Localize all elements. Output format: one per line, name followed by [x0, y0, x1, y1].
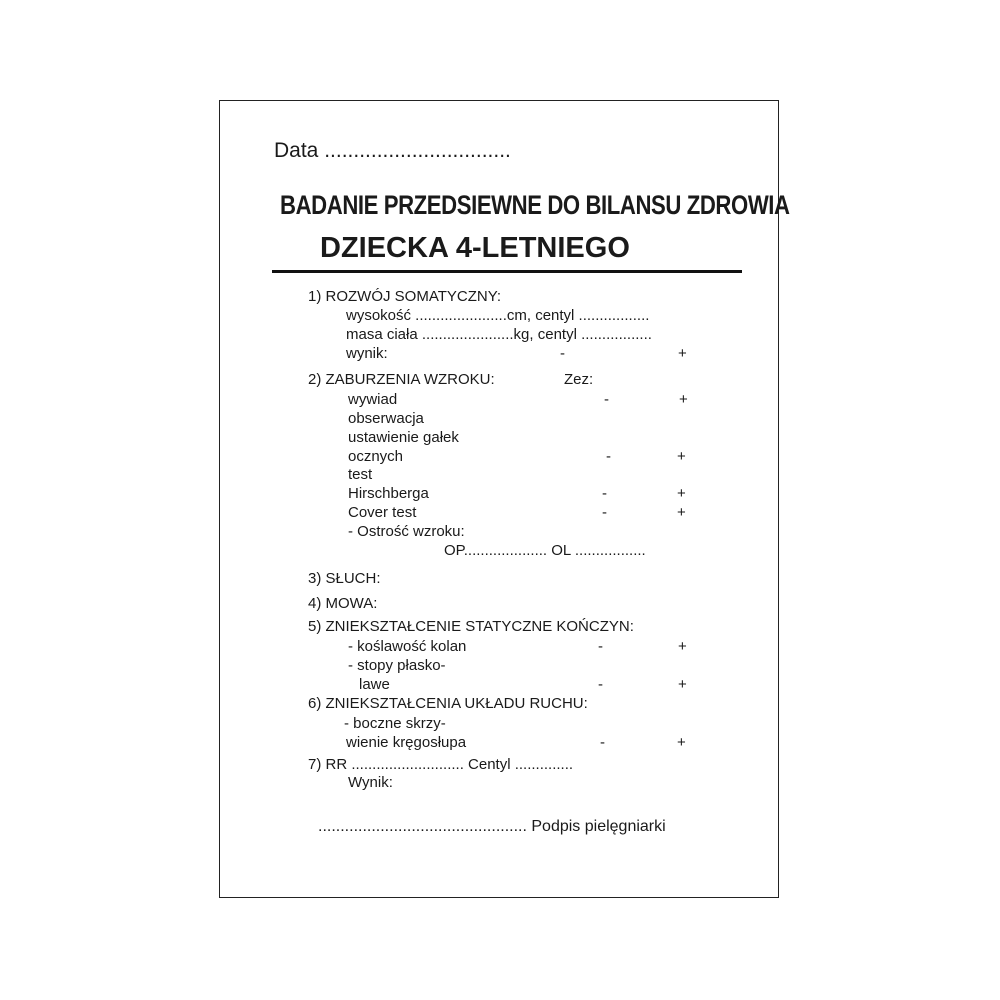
ocznych-label: ocznych [348, 448, 404, 465]
hirschberga-plus: + [677, 485, 686, 502]
op-ol-field: OP.................... OL ................. [444, 542, 646, 559]
stopy-label-1: - stopy płasko- [348, 657, 446, 674]
form-sheet [219, 100, 790, 898]
form-title-line1: BADANIE PRZEDSIEWNE DO BILANSU ZDROWIA [280, 190, 790, 220]
section-6-heading: 6) ZNIEKSZTAŁCENIA UKŁADU RUCHU: [308, 695, 588, 712]
section-1-heading: 1) ROZWÓJ SOMATYCZNY: [308, 288, 502, 305]
section-2-heading: 2) ZABURZENIA WZROKU: [308, 371, 495, 388]
koslawosc-plus: + [678, 638, 687, 655]
stopy-minus: - [598, 676, 603, 693]
title-underline [272, 270, 742, 273]
form-title-line2: DZIECKA 4-LETNIEGO [320, 232, 630, 264]
rr-field: 7) RR ........................... Centyl .............. [308, 756, 574, 773]
test-label: test [348, 466, 373, 483]
wywiad-label: wywiad [348, 391, 398, 408]
section-4-heading: 4) MOWA: [308, 595, 378, 612]
signature-line: ............................................... Podpis pielęgniarki [318, 818, 666, 835]
hirschberga-label: Hirschberga [348, 485, 429, 502]
wywiad-minus: - [604, 391, 609, 408]
hirschberga-minus: - [602, 485, 607, 502]
ostrosc-label: - Ostrość wzroku: [348, 523, 465, 540]
koslawosc-label: - koślawość kolan [348, 638, 467, 655]
stopy-plus: + [678, 676, 687, 693]
date-field: Data ................................ [274, 139, 511, 162]
cover-test-minus: - [602, 504, 607, 521]
result-plus: + [678, 345, 687, 362]
ocznych-plus: + [677, 448, 686, 465]
boczne-minus: - [600, 734, 605, 751]
boczne-plus: + [677, 734, 686, 751]
mass-field: masa ciała ......................kg, centyl ................. [346, 326, 652, 343]
cover-test-label: Cover test [348, 504, 417, 521]
wynik-label: Wynik: [348, 774, 393, 791]
koslawosc-minus: - [598, 638, 603, 655]
cover-test-plus: + [677, 504, 686, 521]
stopy-label-2: lawe [359, 676, 390, 693]
ustawienie-label: ustawienie gałek [348, 429, 459, 446]
section-5-heading: 5) ZNIEKSZTAŁCENIE STATYCZNE KOŃCZYN: [308, 618, 634, 635]
ocznych-minus: - [606, 448, 611, 465]
obserwacja-label: obserwacja [348, 410, 424, 427]
height-field: wysokość ......................cm, centyl ................. [346, 307, 650, 324]
wywiad-plus: + [679, 391, 688, 408]
zez-label: Zez: [564, 371, 594, 388]
result-label: wynik: [346, 345, 388, 362]
boczne-label-2: wienie kręgosłupa [346, 734, 467, 751]
boczne-label-1: - boczne skrzy- [344, 715, 446, 732]
result-minus: - [560, 345, 565, 362]
section-3-heading: 3) SŁUCH: [308, 570, 381, 587]
